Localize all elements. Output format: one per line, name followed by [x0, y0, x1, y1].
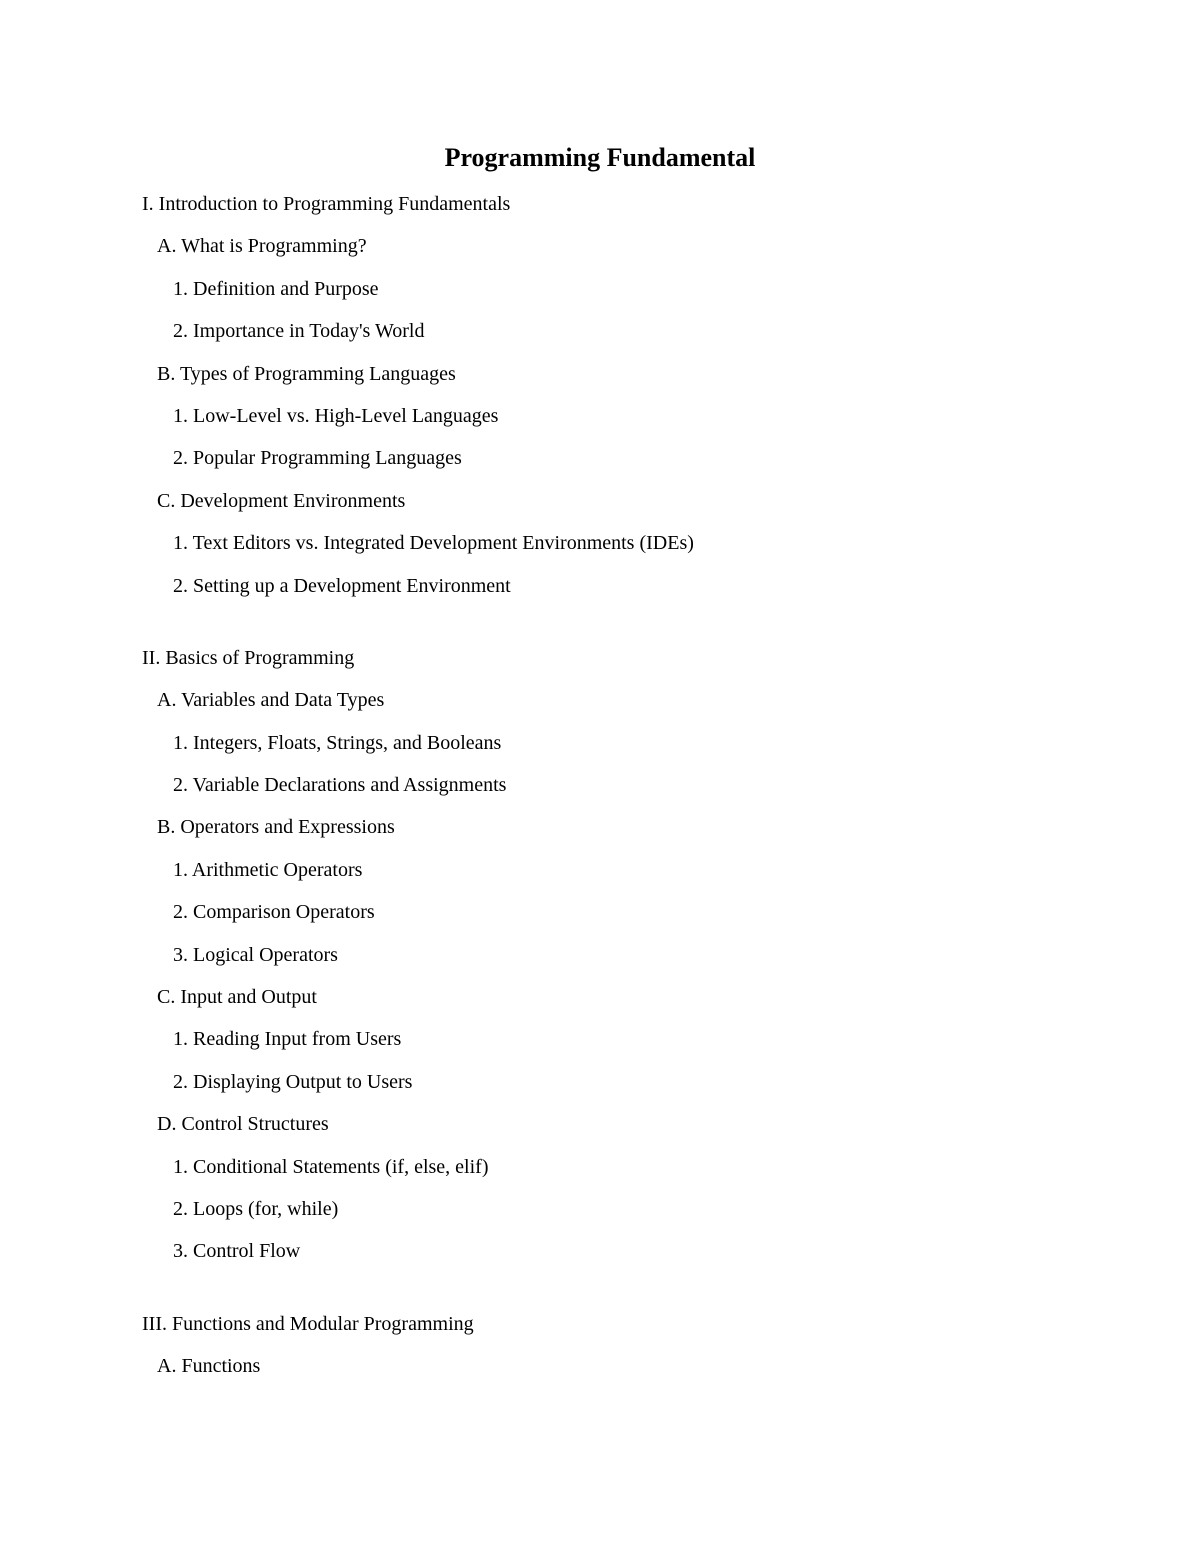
outline-section-heading: I. Introduction to Programming Fundamentals	[142, 193, 511, 215]
outline-item: 1. Conditional Statements (if, else, elif)	[173, 1155, 489, 1178]
outline-subsection: A. Variables and Data Types	[157, 689, 385, 712]
document-title: Programming Fundamental	[444, 143, 756, 172]
outline-item: 2. Variable Declarations and Assignments	[173, 774, 507, 797]
outline-list	[0, 189, 1200, 1394]
outline-section-heading: II. Basics of Programming	[142, 646, 355, 669]
outline-item: 2. Displaying Output to Users	[173, 1070, 413, 1093]
outline-subsection: B. Operators and Expressions	[157, 816, 395, 839]
outline-item: 1. Arithmetic Operators	[173, 858, 363, 881]
outline-item: 3. Control Flow	[173, 1240, 301, 1263]
outline-item: 1. Low-Level vs. High-Level Languages	[173, 404, 499, 427]
outline-item: 3. Logical Operators	[173, 943, 338, 966]
outline-subsection: C. Development Environments	[157, 489, 406, 512]
outline-item: 2. Comparison Operators	[173, 901, 375, 924]
outline-section-heading: III. Functions and Modular Programming	[142, 1312, 474, 1335]
outline-item: 2. Popular Programming Languages	[173, 447, 462, 470]
outline-item: 2. Importance in Today's World	[173, 320, 425, 343]
outline-subsection: D. Control Structures	[157, 1113, 329, 1136]
outline-subsection: B. Types of Programming Languages	[157, 362, 456, 385]
outline-item: 1. Integers, Floats, Strings, and Booleans	[173, 731, 502, 754]
outline-item: 1. Text Editors vs. Integrated Development Environments (IDEs)	[173, 532, 694, 555]
outline-subsection: C. Input and Output	[157, 986, 317, 1009]
outline-subsection: A. Functions	[157, 1355, 261, 1378]
outline-item: 1. Reading Input from Users	[173, 1028, 402, 1051]
outline-item: 2. Loops (for, while)	[173, 1197, 339, 1220]
outline-item: 1. Definition and Purpose	[173, 277, 379, 300]
outline-item: 2. Setting up a Development Environment	[173, 574, 511, 597]
outline-subsection: A. What is Programming?	[157, 235, 367, 258]
